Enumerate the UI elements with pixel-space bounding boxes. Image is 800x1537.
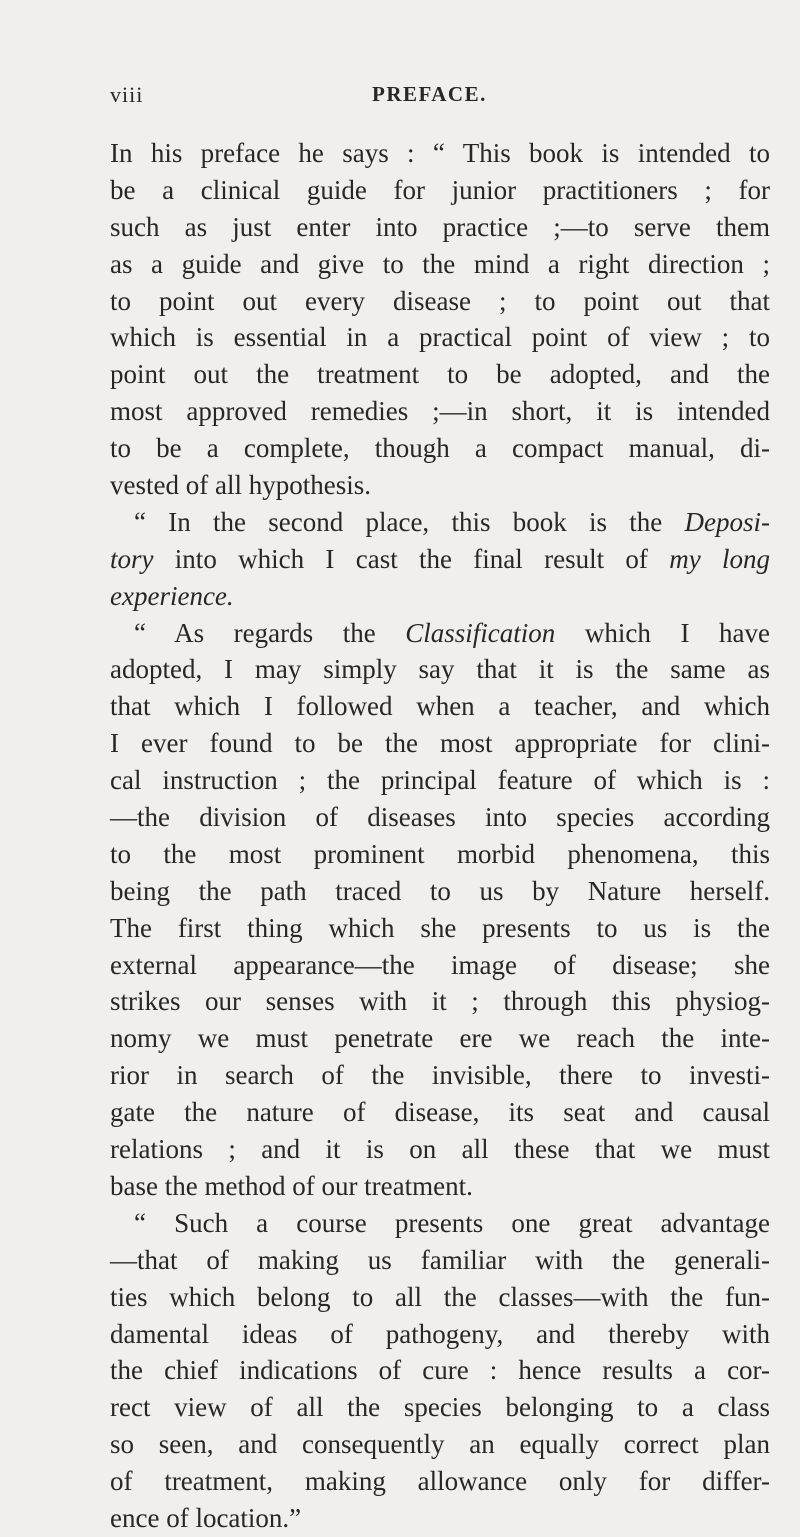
- text-line: [110, 209, 770, 246]
- preface-body-text: [110, 135, 770, 1537]
- text-segment: damental ideas of pathogeny, and thereby with: [110, 1318, 770, 1349]
- text-line: [110, 1352, 770, 1389]
- italic-text-segment: my long: [669, 543, 770, 574]
- text-line: [110, 1094, 770, 1131]
- text-segment: point out the treatment to be adopted, and the: [110, 359, 770, 390]
- text-segment: “ Such a course presents one great advantage: [134, 1207, 770, 1238]
- italic-text-segment: Classification: [405, 617, 556, 648]
- text-line: [110, 135, 770, 172]
- text-segment: “ As regards the: [134, 617, 406, 648]
- text-segment: The first thing which she presents to us is the: [110, 912, 770, 943]
- text-segment: ence of location.”: [110, 1502, 302, 1533]
- text-line: [110, 504, 770, 541]
- text-line: [110, 1426, 770, 1463]
- text-line: [110, 430, 770, 467]
- text-segment: —the division of diseases into species according: [110, 802, 770, 833]
- italic-text-segment: tory: [110, 543, 154, 574]
- text-line: [110, 836, 770, 873]
- text-segment: rior in search of the invisible, there to investi-: [110, 1060, 770, 1091]
- text-line: [110, 1168, 770, 1205]
- text-segment: as a guide and give to the mind a right direction ;: [110, 248, 770, 279]
- running-head: [110, 82, 770, 118]
- text-segment: the chief indications of cure : hence results a cor-: [110, 1355, 770, 1386]
- text-line: [110, 172, 770, 209]
- text-line: [110, 356, 770, 393]
- text-line: [110, 873, 770, 910]
- italic-text-segment: Deposi-: [684, 506, 770, 537]
- text-line: [110, 283, 770, 320]
- text-segment: In his preface he says : “ This book is intended to: [110, 138, 770, 168]
- text-line: [110, 1500, 770, 1537]
- text-segment: that which I followed when a teacher, and which: [110, 691, 770, 722]
- text-line: [110, 1316, 770, 1353]
- text-segment: to point out every disease ; to point out that: [110, 285, 770, 316]
- text-segment: —that of making us familiar with the generali-: [110, 1244, 770, 1275]
- text-segment: such as just enter into practice ;—to serve them: [110, 211, 770, 242]
- text-line: [110, 799, 770, 836]
- text-line: [110, 651, 770, 688]
- text-segment: cal instruction ; the principal feature of which is :: [110, 765, 770, 796]
- text-segment: being the path traced to us by Nature herself.: [110, 875, 770, 906]
- text-segment: vested of all hypothesis.: [110, 470, 371, 501]
- text-line: [110, 1242, 770, 1279]
- text-segment: rect view of all the species belonging to a class: [110, 1392, 770, 1423]
- italic-text-segment: experience.: [110, 580, 234, 611]
- text-segment: be a clinical guide for junior practitioners ; for: [110, 174, 770, 205]
- text-line: [110, 541, 770, 578]
- text-line: [110, 762, 770, 799]
- text-line: [110, 1389, 770, 1426]
- text-segment: which I have: [555, 617, 770, 648]
- text-segment: “ In the second place, this book is the: [134, 506, 685, 537]
- text-segment: relations ; and it is on all these that we must: [110, 1134, 770, 1165]
- text-line: [110, 393, 770, 430]
- text-line: [110, 947, 770, 984]
- text-segment: most approved remedies ;—in short, it is intended: [110, 396, 770, 427]
- text-segment: to the most prominent morbid phenomena, this: [110, 838, 770, 869]
- text-line: [110, 983, 770, 1020]
- text-line: [110, 1279, 770, 1316]
- text-segment: strikes our senses with it ; through this physiog-: [110, 986, 770, 1017]
- text-line: [110, 319, 770, 356]
- text-line: [110, 725, 770, 762]
- page-number: viii: [110, 82, 144, 107]
- text-segment: which is essential in a practical point of view ; to: [110, 322, 770, 353]
- text-line: [110, 910, 770, 947]
- text-segment: so seen, and consequently an equally correct plan: [110, 1429, 770, 1460]
- text-line: [110, 1131, 770, 1168]
- text-segment: gate the nature of disease, its seat and causal: [110, 1097, 770, 1128]
- text-line: [110, 688, 770, 725]
- text-line: [110, 615, 770, 652]
- text-segment: base the method of our treatment.: [110, 1170, 473, 1201]
- text-segment: ties which belong to all the classes—with the fun-: [110, 1281, 770, 1312]
- text-segment: of treatment, making allowance only for differ-: [110, 1466, 770, 1497]
- text-segment: to be a complete, though a compact manual, di-: [110, 433, 770, 464]
- text-line: [110, 246, 770, 283]
- running-title: PREFACE.: [372, 82, 487, 106]
- text-line: [110, 1057, 770, 1094]
- text-line: [110, 1205, 770, 1242]
- text-segment: adopted, I may simply say that it is the same as: [110, 654, 770, 685]
- text-line: [110, 578, 770, 615]
- text-segment: into which I cast the final result of: [153, 543, 670, 574]
- text-line: [110, 1020, 770, 1057]
- text-segment: I ever found to be the most appropriate for clini-: [110, 728, 770, 759]
- text-line: [110, 467, 770, 504]
- text-segment: nomy we must penetrate ere we reach the inte-: [110, 1023, 770, 1054]
- text-line: [110, 1463, 770, 1500]
- text-segment: external appearance—the image of disease; she: [110, 949, 770, 980]
